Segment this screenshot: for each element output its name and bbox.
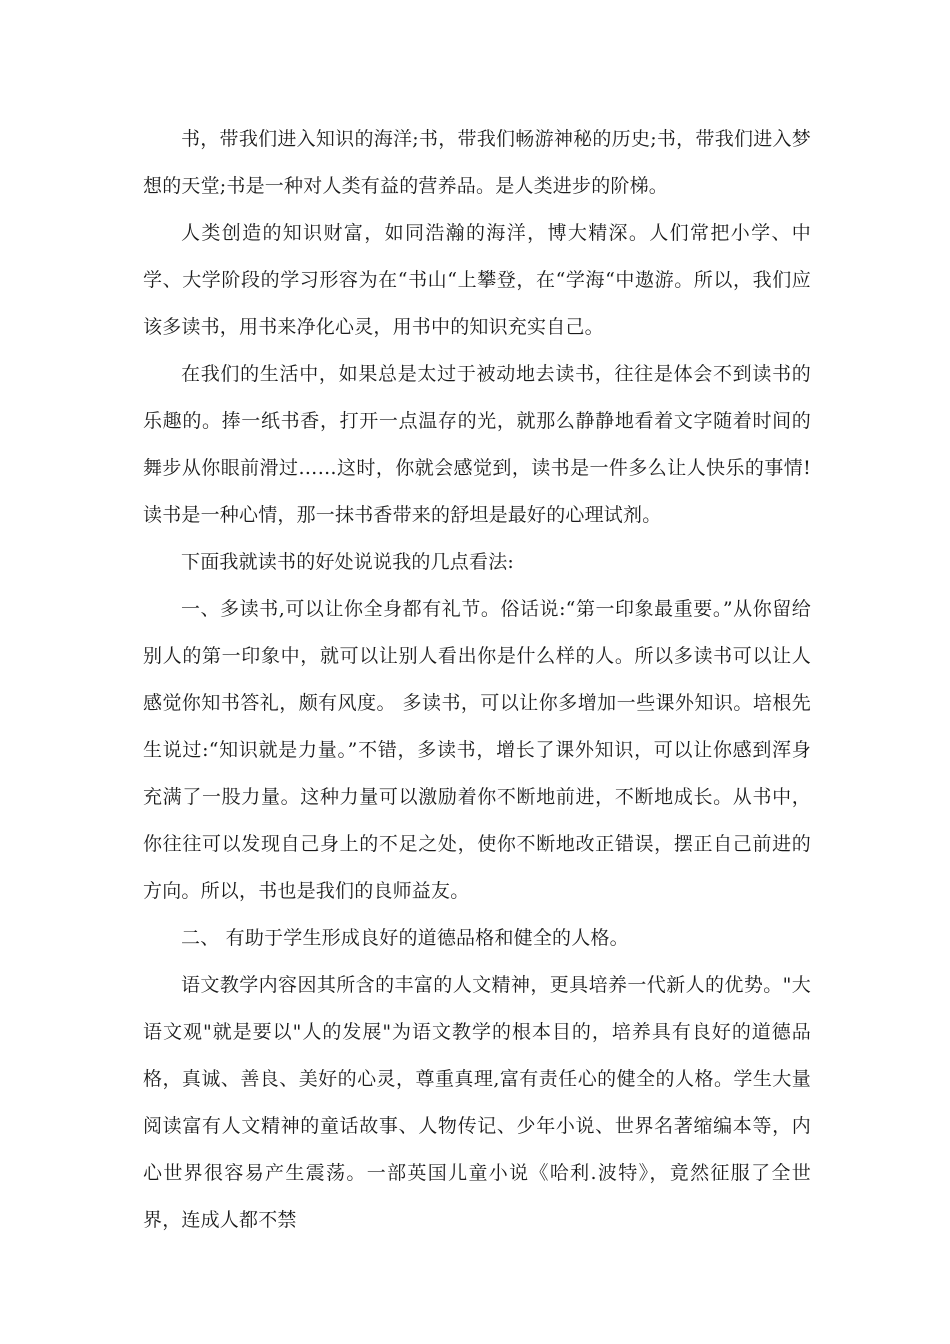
paragraph-6: 二、 有助于学生形成良好的道德品格和健全的人格。 (181, 927, 629, 949)
paragraph-1: 书，带我们进入知识的海洋;书，带我们畅游神秘的历史;书，带我们进入梦想的天堂;书是一种对人类有益的营养品。是人类进步的阶梯。 (143, 128, 811, 197)
paragraph-2: 人类创造的知识财富，如同浩瀚的海洋，博大精深。人们常把小学、中学、大学阶段的学习形容为在“书山“上攀登，在“学海“中遨游。所以，我们应该多读书，用书来净化心灵，用书中的知识充实自己。 (143, 222, 811, 338)
paragraph-5: 一、多读书,可以让你全身都有礼节。俗话说:“第一印象最重要。”从你留给别人的第一印象中，就可以让别人看出你是什么样的人。所以多读书可以让人感觉你知书答礼，颇有风度。 多读书，可以让你多增加一些课外知识。培根先生说过:“知识就是力量。”不错，多读书，增长了课外知识，可以让你感到浑身充满了一股力量。这种力量可以激励着你不断地前进，不断地成长。从书中，你往往可以发现自己身上的不足之处，使你不断地改正错误，摆正自己前进的方向。所以，书也是我们的良师益友。 (143, 598, 811, 902)
paragraph-4: 下面我就读书的好处说说我的几点看法: (181, 551, 515, 573)
paragraph-7: 语文教学内容因其所含的丰富的人文精神，更具培养一代新人的优势。"大语文观"就是要以"人的发展"为语文教学的根本目的，培养具有良好的道德品格，真诚、善良、美好的心灵，尊重真理,富有责任心的健全的人格。学生大量阅读富有人文精神的童话故事、人物传记、少年小说、世界名著缩编本等，内心世界很容易产生震荡。一部英国儿童小说《哈利.波特》，竟然征服了全世界，连成人都不禁 (143, 974, 811, 1231)
paragraph-3: 在我们的生活中，如果总是太过于被动地去读书，往往是体会不到读书的乐趣的。捧一纸书香，打开一点温存的光，就那么静静地看着文字随着时间的舞步从你眼前滑过……这时，你就会感觉到，读书是一件多么让人快乐的事情!读书是一种心情，那一抹书香带来的舒坦是最好的心理试剂。 (143, 363, 811, 526)
document-body (143, 116, 811, 1244)
